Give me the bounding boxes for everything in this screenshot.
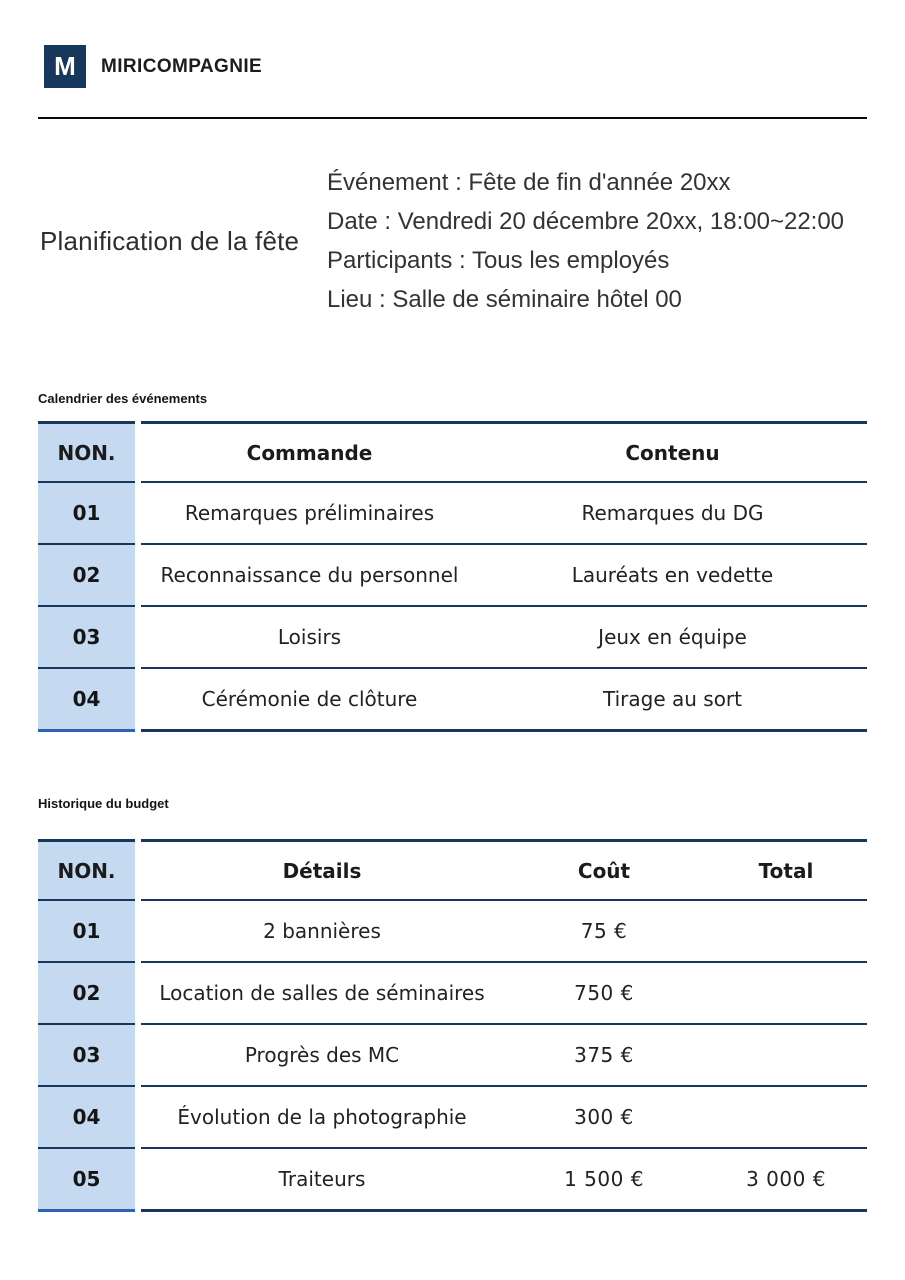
- event-line-participants: Participants : Tous les employés: [327, 247, 670, 274]
- row-number: 01: [38, 900, 138, 962]
- budget-col-total: Total: [705, 841, 867, 901]
- row-details: 2 bannières: [263, 919, 381, 943]
- row-cout: 750 €: [503, 962, 705, 1024]
- row-details: Progrès des MC: [138, 1024, 503, 1086]
- row-number: 01: [38, 482, 138, 544]
- table-row: [38, 1148, 867, 1211]
- row-contenu: Tirage au sort: [478, 668, 867, 731]
- company-logo: [44, 45, 86, 88]
- row-total: [705, 900, 867, 962]
- row-contenu: Lauréats en vedette: [478, 544, 867, 606]
- row-contenu: Remarques du DG: [581, 501, 764, 525]
- row-commande: Remarques préliminaires: [184, 501, 435, 525]
- row-commande: Cérémonie de clôture: [138, 668, 478, 731]
- row-details: Traiteurs: [138, 1148, 503, 1211]
- intro-section: [40, 163, 867, 319]
- table-row: [38, 482, 867, 544]
- schedule-section-label: Calendrier des événements: [38, 391, 208, 406]
- header-divider: [38, 117, 867, 119]
- row-details: Location de salles de séminaires: [138, 962, 503, 1024]
- row-cout: 375 €: [503, 1024, 705, 1086]
- table-row: [38, 606, 867, 668]
- table-row: [38, 900, 867, 962]
- row-commande: Reconnaissance du personnel: [138, 544, 478, 606]
- row-cout: 300 €: [503, 1086, 705, 1148]
- row-total: 3 000 €: [705, 1148, 867, 1211]
- brand-header: [0, 0, 905, 88]
- row-contenu: Jeux en équipe: [478, 606, 867, 668]
- row-number: 03: [38, 1024, 138, 1086]
- row-cout: 75 €: [580, 919, 628, 943]
- budget-col-non: NON.: [38, 841, 138, 901]
- budget-table: [38, 839, 867, 1212]
- event-details: [327, 163, 844, 319]
- budget-col-details: Détails: [138, 841, 503, 901]
- row-commande: Loisirs: [138, 606, 478, 668]
- event-line-lieu: Lieu : Salle de séminaire hôtel 00: [327, 286, 682, 313]
- schedule-header-row: [38, 423, 867, 483]
- budget-col-cout: Coût: [503, 841, 705, 901]
- event-line-date: Date : Vendredi 20 décembre 20xx, 18:00~22:00: [327, 208, 845, 235]
- row-number: 02: [38, 544, 138, 606]
- budget-header-row: [38, 841, 867, 901]
- row-number: 04: [38, 1086, 138, 1148]
- table-row: [38, 962, 867, 1024]
- row-total: [705, 1024, 867, 1086]
- schedule-table: [38, 421, 867, 732]
- company-name: MIRICOMPAGNIE: [101, 55, 263, 77]
- row-number: 04: [38, 668, 138, 731]
- row-number: 05: [38, 1148, 138, 1211]
- row-number: 03: [38, 606, 138, 668]
- row-total: [705, 962, 867, 1024]
- schedule-col-commande: Commande: [138, 423, 478, 483]
- schedule-col-non: NON.: [38, 423, 138, 483]
- table-row: [38, 544, 867, 606]
- table-row: [38, 1086, 867, 1148]
- row-number: 02: [38, 962, 138, 1024]
- table-row: [38, 1024, 867, 1086]
- budget-section-label: Historique du budget: [38, 796, 169, 811]
- row-details: Évolution de la photographie: [138, 1086, 503, 1148]
- logo-letter: M: [54, 51, 76, 81]
- row-cout: 1 500 €: [503, 1148, 705, 1211]
- table-row: [38, 668, 867, 731]
- page-title: Planification de la fête: [40, 225, 300, 256]
- event-line-evenement: Événement : Fête de fin d'année 20xx: [327, 169, 731, 196]
- row-total: [705, 1086, 867, 1148]
- schedule-col-contenu: Contenu: [478, 423, 867, 483]
